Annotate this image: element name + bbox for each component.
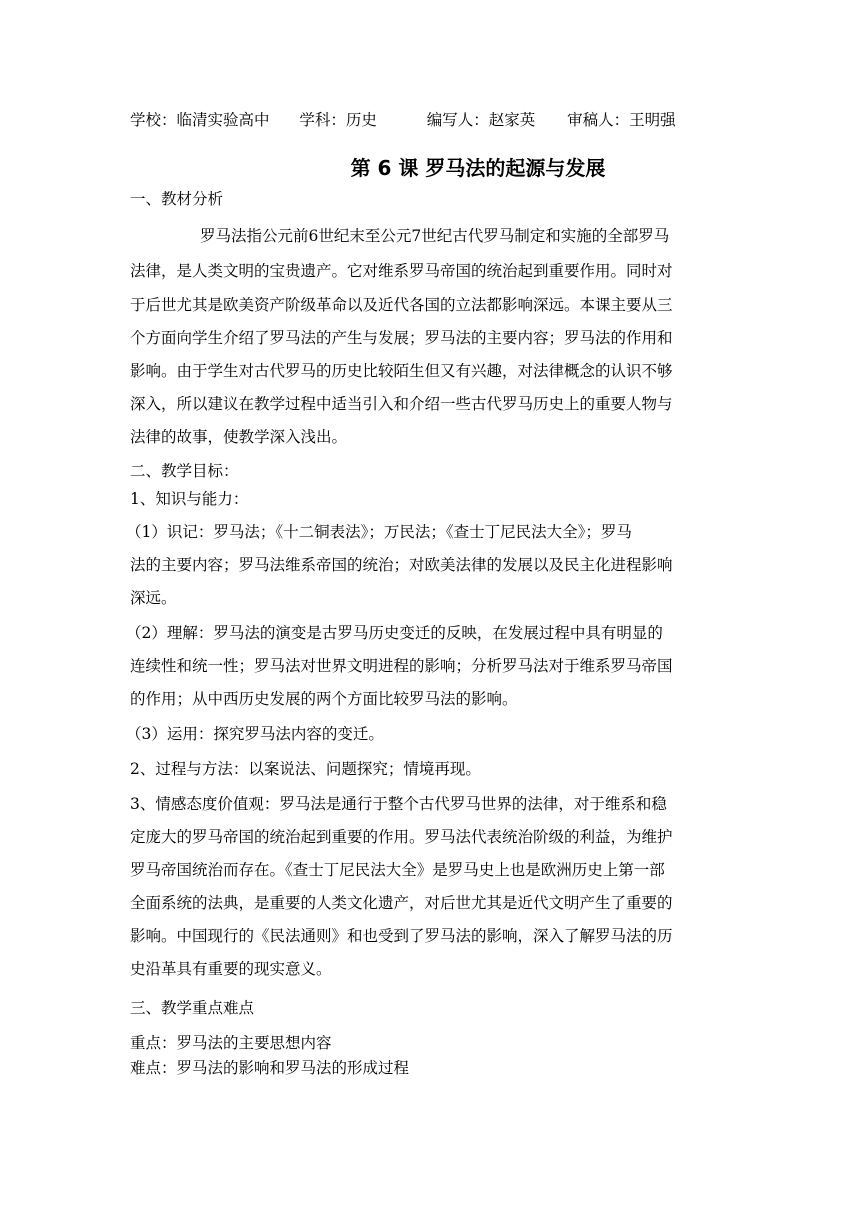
subsection-heading: 1、知识与能力： bbox=[130, 490, 249, 508]
paragraph-line: 史沿革具有重要的现实意义。 bbox=[130, 960, 332, 978]
paragraph-line: （3）运用：探究罗马法内容的变迁。 bbox=[126, 725, 384, 743]
difficult-point: 难点：罗马法的影响和罗马法的形成过程 bbox=[130, 1059, 410, 1077]
paragraph-line: 深远。 bbox=[130, 589, 177, 607]
paragraph-line: （2）理解：罗马法的演变是古罗马历史变迁的反映，在发展过程中具有明显的 bbox=[126, 624, 663, 642]
paragraph-line: 法律的故事，使教学深入浅出。 bbox=[130, 428, 348, 446]
paragraph-line: 个方面向学生介绍了罗马法的产生与发展；罗马法的主要内容；罗马法的作用和 bbox=[130, 329, 673, 347]
subject-label: 学科：历史 bbox=[299, 111, 377, 129]
paragraph-line: 影响。中国现行的《民法通则》和也受到了罗马法的影响，深入了解罗马法的历 bbox=[130, 927, 673, 945]
paragraph-line: 3、情感态度价值观：罗马法是通行于整个古代罗马世界的法律，对于维系和稳 bbox=[130, 795, 667, 813]
paragraph-line: 于后世尤其是欧美资产阶级革命以及近代各国的立法都影响深远。本课主要从三 bbox=[130, 296, 673, 314]
paragraph-line: 2、过程与方法：以案说法、问题探究；情境再现。 bbox=[130, 760, 481, 778]
section-heading: 三、教学重点难点 bbox=[130, 999, 255, 1017]
reviewer-label: 审稿人：王明强 bbox=[567, 111, 676, 129]
paragraph-line: 深入，所以建议在教学过程中适当引入和介绍一些古代罗马历史上的重要人物与 bbox=[130, 395, 673, 413]
paragraph-line: 法律，是人类文明的宝贵遗产。它对维系罗马帝国的统治起到重要作用。同时对 bbox=[130, 262, 673, 280]
school-label: 学校：临清实验高中 bbox=[130, 111, 270, 129]
paragraph-line: 定庞大的罗马帝国的统治起到重要的作用。罗马法代表统治阶级的利益，为维护 bbox=[130, 828, 673, 846]
paragraph-line: 全面系统的法典，是重要的人类文化遗产，对后世尤其是近代文明产生了重要的 bbox=[130, 894, 673, 912]
paragraph-line: 罗马帝国统治而存在。《查士丁尼民法大全》是罗马史上也是欧洲历史上第一部 bbox=[130, 861, 665, 879]
paragraph-line: 连续性和统一性；罗马法对世界文明进程的影响；分析罗马法对于维系罗马帝国 bbox=[130, 657, 673, 675]
paragraph-line: 的作用；从中西历史发展的两个方面比较罗马法的影响。 bbox=[130, 690, 518, 708]
header-meta bbox=[130, 113, 730, 129]
paragraph-line: 法的主要内容；罗马法维系帝国的统治；对欧美法律的发展以及民主化进程影响 bbox=[130, 556, 673, 574]
author-label: 编写人：赵家英 bbox=[426, 111, 536, 129]
paragraph-line: 影响。由于学生对古代罗马的历史比较陌生但又有兴趣，对法律概念的认识不够 bbox=[130, 362, 673, 380]
key-point: 重点：罗马法的主要思想内容 bbox=[130, 1034, 332, 1052]
section-heading: 二、教学目标： bbox=[130, 462, 239, 480]
paragraph-line: 罗马法指公元前6世纪末至公元7世纪古代罗马制定和实施的全部罗马 bbox=[200, 227, 670, 245]
section-heading: 一、教材分析 bbox=[130, 190, 224, 208]
lesson-title: 第 6 课 罗马法的起源与发展 bbox=[350, 156, 606, 180]
paragraph-line: （1）识记：罗马法；《十二铜表法》；万民法；《查士丁尼民法大全》；罗马 bbox=[126, 523, 632, 541]
